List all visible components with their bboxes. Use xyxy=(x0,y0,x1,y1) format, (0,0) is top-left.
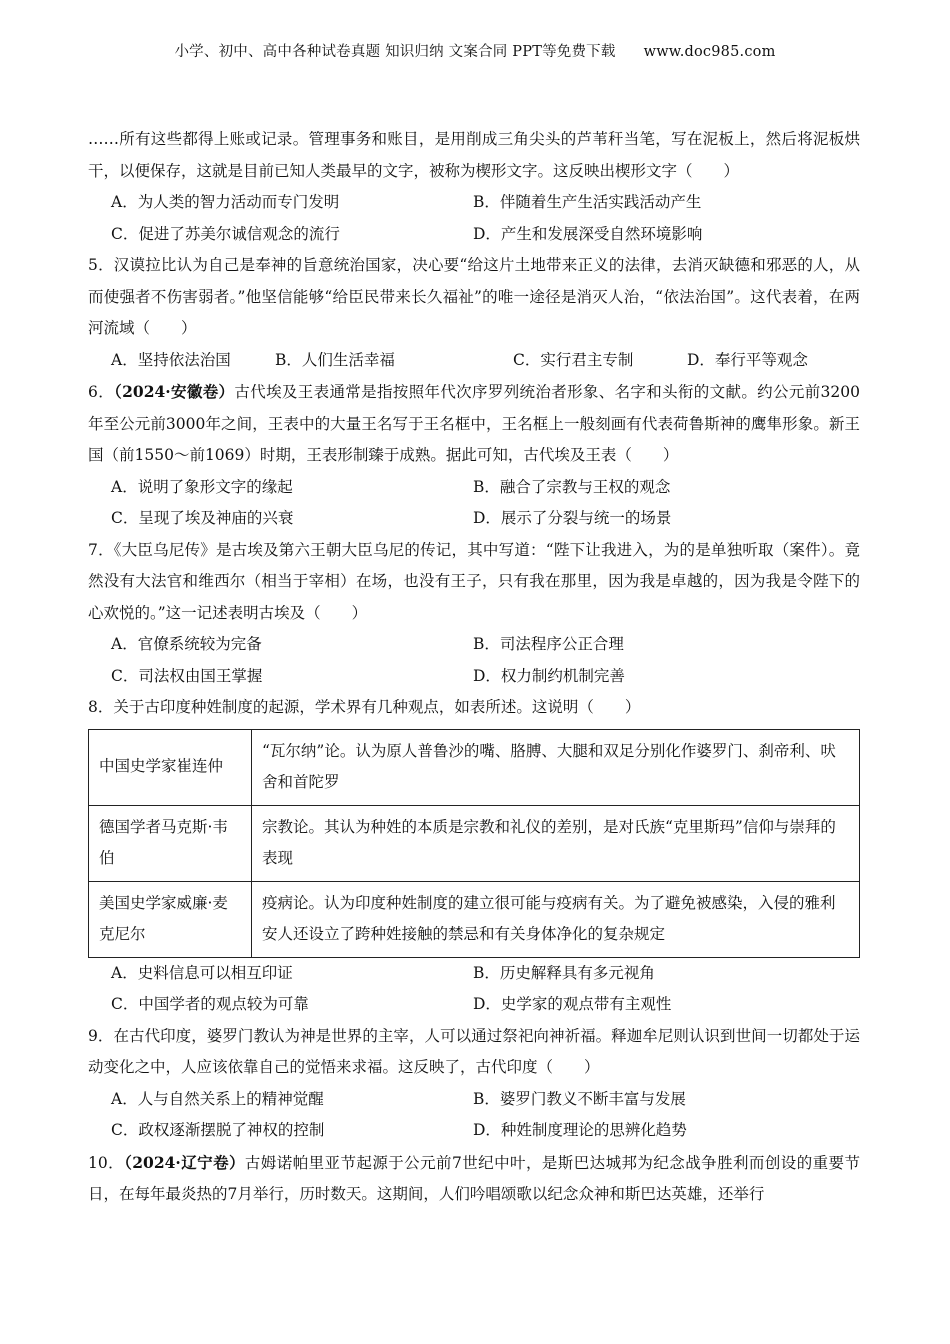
table-cell-scholar: 中国史学家崔连仲 xyxy=(89,729,252,805)
option-d: D．奉行平等观念 xyxy=(687,350,808,369)
question-4-options-row-2 xyxy=(88,219,860,251)
question-9-options-row-2 xyxy=(88,1115,860,1147)
option-c: C．中国学者的观点较为可靠 xyxy=(111,995,309,1013)
option-b: B．融合了宗教与王权的观念 xyxy=(473,477,671,496)
question-7-options-row-1 xyxy=(88,629,860,661)
table-row xyxy=(89,881,860,957)
question-9-options-row-1 xyxy=(88,1084,860,1116)
question-8-options-row-2 xyxy=(88,989,860,1021)
question-9-stem: 9．在古代印度，婆罗门教认为神是世界的主宰，人可以通过祭祀向神祈福。释迦牟尼则认识到世间一切都处于运动变化之中，人应该依靠自己的觉悟来求福。这反映了，古代印度（ ） xyxy=(88,1026,860,1076)
question-8-options-row-1 xyxy=(88,958,860,990)
option-c: C．呈现了埃及神庙的兴衰 xyxy=(111,509,294,527)
document-body xyxy=(88,124,860,1211)
question-text: 古姆诺帕里亚节起源于公元前7世纪中叶，是斯巴达城邦为纪念战争胜利而创设的重要节日，在每年最炎热的7月举行，历时数天。这期间，人们吟唱颂歌以纪念众神和斯巴达英雄，还举行 xyxy=(88,1153,860,1203)
option-c: C．政权逐渐摆脱了神权的控制 xyxy=(111,1121,325,1139)
table-cell-view: 宗教论。其认为种姓的本质是宗教和礼仪的差别，是对氏族“克里斯玛”信仰与崇拜的表现 xyxy=(252,805,860,881)
question-source: （2024·辽宁卷） xyxy=(124,1152,245,1172)
question-6-stem xyxy=(88,376,860,472)
option-b: B．婆罗门教义不断丰富与发展 xyxy=(473,1089,686,1108)
option-c: C．促进了苏美尔诚信观念的流行 xyxy=(111,224,340,243)
question-7-stem: 7．《大臣乌尼传》是古埃及第六王朝大臣乌尼的传记，其中写道：“陛下让我进入，为的是单独听取（案件）。竟然没有大法官和维西尔（相当于宰相）在场，也没有王子，只有我在那里，因为我是卓越的，因为我是令陛下的心欢悦的。”这一记述表明古埃及（ ） xyxy=(88,540,860,622)
option-a: A．人与自然关系上的精神觉醒 xyxy=(111,1089,324,1108)
option-b: B．人们生活幸福 xyxy=(275,350,395,369)
option-c: C．实行君主专制 xyxy=(513,350,634,369)
question-8-stem: 8．关于古印度种姓制度的起源，学术界有几种观点，如表所述。这说明（ ） xyxy=(88,698,641,716)
page-header xyxy=(0,40,950,61)
question-6-options-row-1 xyxy=(88,472,860,504)
option-d: D．权力制约机制完善 xyxy=(473,666,625,685)
question-text: 古代埃及王表通常是指按照年代次序罗列统治者形象、名字和头衔的文献。约公元前3200年至公元前3000年之间，王表中的大量王名写于王名框中，王名框上一般刻画有代表荷鲁斯神的鹰隼形象。新王国（前1550～前1069）时期，王表形制臻于成熟。据此可知，古代埃及王表（ ） xyxy=(88,383,860,464)
option-d: D．史学家的观点带有主观性 xyxy=(473,995,672,1013)
question-4-continuation: ……所有这些都得上账或记录。管理事务和账目，是用削成三角尖头的芦苇秆当笔，写在泥板上，然后将泥板烘干，以便保存，这就是目前已知人类最早的文字，被称为楔形文字。这反映出楔形文字（ ） xyxy=(88,130,860,180)
option-a: A．官僚系统较为完备 xyxy=(111,635,262,653)
question-source: （2024·安徽卷） xyxy=(114,382,235,401)
question-6-options-row-2 xyxy=(88,503,860,535)
option-a: A．说明了象形文字的缘起 xyxy=(111,477,293,496)
option-a: A．为人类的智力活动而专门发明 xyxy=(111,193,340,211)
question-7-options-row-2 xyxy=(88,661,860,693)
option-b: B．历史解释具有多元视角 xyxy=(473,963,655,982)
table-cell-view: 疫病论。认为印度种姓制度的建立很可能与疫病有关。为了避免被感染，入侵的雅利安人还设立了跨种姓接触的禁忌和有关身体净化的复杂规定 xyxy=(252,881,860,957)
table-row xyxy=(89,805,860,881)
option-a: A．坚持依法治国 xyxy=(111,350,231,369)
option-b: B．司法程序公正合理 xyxy=(473,635,624,653)
option-c: C．司法权由国王掌握 xyxy=(111,666,263,685)
question-5-options xyxy=(88,345,860,377)
table-row xyxy=(89,729,860,805)
origin-views-table xyxy=(88,729,860,958)
table-cell-scholar: 美国史学家威廉·麦克尼尔 xyxy=(89,881,252,957)
question-number: 6． xyxy=(88,383,115,401)
table-cell-scholar: 德国学者马克斯·韦伯 xyxy=(89,805,252,881)
question-number: 10． xyxy=(88,1153,125,1172)
question-10-stem xyxy=(88,1147,860,1211)
question-4-options-row-1 xyxy=(88,187,860,219)
question-5-stem: 5．汉谟拉比认为自己是奉神的旨意统治国家，决心要“给这片土地带来正义的法律，去消灭缺德和邪恶的人，从而使强者不伤害弱者。”他坚信能够“给臣民带来长久福祉”的唯一途径是消灭人治，“依法治国”。这代表着，在两河流域（ ） xyxy=(88,256,860,337)
option-a: A．史料信息可以相互印证 xyxy=(111,963,293,982)
header-text: 小学、初中、高中各种试卷真题 知识归纳 文案合同 PPT等免费下载 xyxy=(174,44,616,60)
table-cell-view: “瓦尔纳”论。认为原人普鲁沙的嘴、胳膊、大腿和双足分别化作婆罗门、刹帝利、吠舍和首陀罗 xyxy=(252,729,860,805)
option-d: D．展示了分裂与统一的场景 xyxy=(473,509,672,527)
header-url[interactable]: www.doc985.com xyxy=(643,44,776,60)
option-d: D．产生和发展深受自然环境影响 xyxy=(473,224,703,243)
option-b: B．伴随着生产生活实践活动产生 xyxy=(473,193,702,211)
option-d: D．种姓制度理论的思辨化趋势 xyxy=(473,1121,687,1139)
